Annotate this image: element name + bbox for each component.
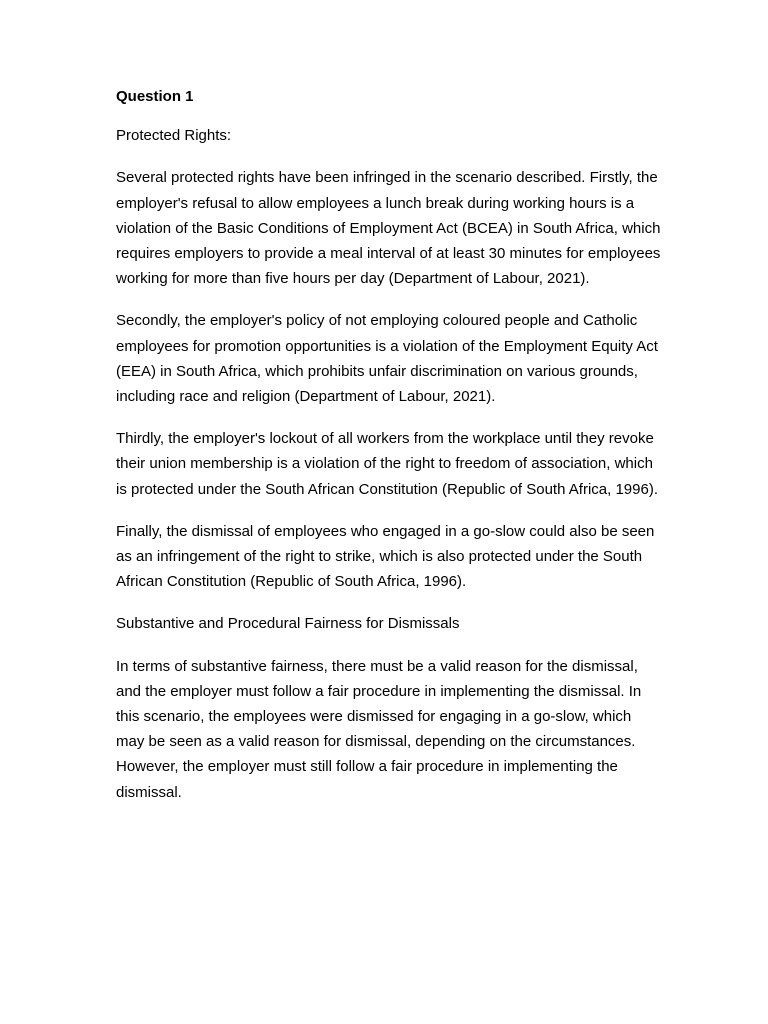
question-heading: Question 1 [116, 88, 194, 105]
document-page [116, 84, 661, 822]
section-heading-protected-rights: Protected Rights: [116, 127, 232, 145]
paragraph-substantive-fairness: In terms of substantive fairness, there must be a valid reason for the dismissal, and the employer must follow a fair procedure in implementing the dismissal. In this scenario, the employees were dismissed for engaging in a go-slow, which may be seen as a valid reason for dismissal, depending on the circumstances. However, the employer must still follow a fair procedure in implementing the dismissal. [116, 657, 642, 801]
paragraph-bcea-lunch-break: Several protected rights have been infringed in the scenario described. Firstly, the employer's refusal to allow employees a lunch break during working hours is a violation of the Basic Conditions of Employment Act (BCEA) in South Africa, which requires employers to provide a meal interval of at least 30 minutes for employees working for more than five hours per day (Department of Labour, 2021). [116, 169, 661, 288]
paragraph-freedom-of-association: Thirdly, the employer's lockout of all workers from the workplace until they revoke their union membership is a violation of the right to freedom of association, which is protected under the South African Constitution (Republic of South Africa, 1996). [116, 430, 658, 498]
paragraph-eea-discrimination: Secondly, the employer's policy of not employing coloured people and Catholic employees for promotion opportunities is a violation of the Employment Equity Act (EEA) in South Africa, which prohibits unfair discrimination on various grounds, including race and religion (Department of Labour, 2021). [116, 312, 658, 406]
paragraph-right-to-strike: Finally, the dismissal of employees who engaged in a go-slow could also be seen as an infringement of the right to strike, which is also protected under the South African Constitution (Republic of South Africa, 1996). [116, 522, 655, 591]
section-heading-fairness: Substantive and Procedural Fairness for Dismissals [116, 615, 460, 633]
